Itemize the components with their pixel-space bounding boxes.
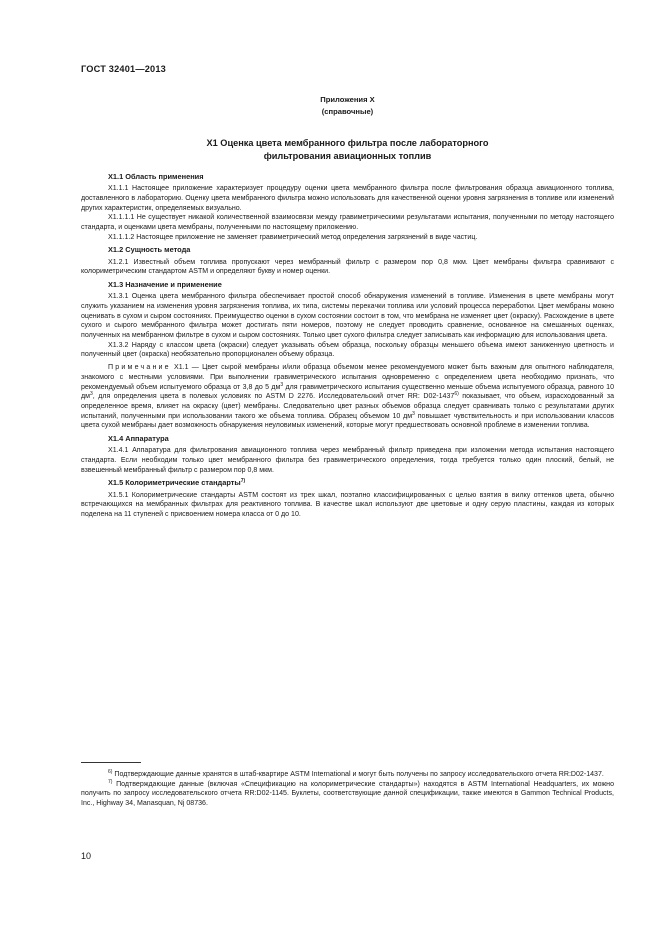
annex-title (81, 137, 614, 163)
section-heading-summary: X1.2 Сущность метода (108, 245, 191, 255)
annex-label: Приложения X (320, 95, 375, 104)
note-label: Примечание (108, 364, 171, 372)
section-heading-apparatus: X1.4 Аппаратура (108, 434, 169, 444)
document-body (81, 172, 614, 520)
document-id-header: ГОСТ 32401—2013 (81, 64, 166, 74)
section-heading-scope: X1.1 Область применения (108, 172, 204, 181)
note-x1-1: Примечание X1.1 — Цвет сырой мембраны и/или образца объемом менее рекомендуемого может быть важным для опытного наблюдателя, знакомого с местными условиями. При выполнении гравиметрического испытания одновременно с определением цвета необходимо признать, что рекомендуемый объем испытуемого образца от 3,8 до 5 $дм^3$ для гравиметрического испытания существенно меньше объема испытуемого образца, равного 10 $дм^3$, для определения цвета в полевых условиях по ASTM D 2276. Исследовательский отчет RR: D02-1437$^{6)}$ показывает, что объем, израсходованный за определенное время, влияет на окраску (цвет) мембраны. Следовательно цвет разных объемов образца следует сравнивать только с результатами других испытаний, полученными при использовании такого же объема топлива. Образец объемом 10 $дм^3$ повышает чувствительность и при использовании классов цвета сухой мембраны дает возможность обнаружения неуловимых изменений, которые могут предшествовать основной проблеме в изменении топлива. (81, 364, 614, 430)
paragraph-x1-4-1: X1.4.1 Аппаратура для фильтрования авиационного топлива через мембранный фильтр приведена при изложении метода испытания настоящего стандарта. Если необходим только цвет мембранного фильтра без гравиметрического определения, тогда требуется только один плоский, белый, не взвешенный мембранный фильтр с размером пор 0,8 мкм. (81, 447, 614, 474)
footnote-7: $^{7)}$ Подтверждающие данные (включая «Спецификацию на колориметрические стандарты») находятся в ASTM International Headquarters, их можно получить по запросу исследовательского отчета RR:D02-1145. Буклеты, соответствующие данной спецификации, также имеются в Gammon Technical Products, Inc., Highway 34, Manasquan, Nj 08736. (81, 778, 614, 808)
paragraph-x1-1-1: X1.1.1 Настоящее приложение характеризует процедуру оценки цвета мембранного фильтра после фильтрования образца авиационного топлива, доставленного в лабораторию. Оценку цвета мембранного фильтра можно использовать для качественной оценки уровня загрязнения в топливе или изменений других характеристик, определяемых визуально. (81, 185, 614, 212)
paragraph-x1-1-1-2: X1.1.1.2 Настоящее приложение не заменяет гравиметрический метод определения загрязнений в виде частиц. (108, 233, 478, 241)
section-heading-colorimetric-standards: X1.5 Колориметрические стандарты$^{7)}$ (108, 478, 246, 488)
paragraph-x1-5-1: X1.5.1 Колориметрические стандарты ASTM состоят из трех шкал, поэтапно классифицированных с целью взятия в вилку оттенков цвета, обычно встречающихся на мембранных фильтрах для реактивного топлива. В качестве шкал используют две цветовые и одну серую пластины, каждая из которых поделена на 11 ступеней с присвоением номера класса от 0 до 10. (81, 491, 614, 518)
paragraph-x1-1-1-1: X1.1.1.1 Не существует никакой количественной взаимосвязи между гравиметрическими результатами испытания, полученными по методу настоящего стандарта, и оценками цвета мембраны, полученными по настоящему приложению. (81, 214, 614, 232)
footnote-ref-6[interactable]: 6) (454, 391, 459, 398)
footnotes (81, 770, 614, 809)
annex-title-line2: фильтрования авиационных топлив (263, 151, 432, 161)
footnote-6: $^{6)}$ Подтверждающие данные хранятся в штаб-квартире ASTM International и могут быть получены по запросу исследовательского отчета RR:D02-1437. (108, 769, 604, 778)
paragraph-x1-3-2: X1.3.2 Наряду с классом цвета (окраски) следует указывать объем образца, поскольку образцы меньшего объема имеют заниженную цветность и полученный цвет (окраска) необязательно пропорционален объему образца. (81, 341, 614, 359)
paragraph-x1-3-1: X1.3.1 Оценка цвета мембранного фильтра обеспечивает простой способ обнаружения изменений в топливе. Изменения в цвете мембраны могут служить указанием на изменения уровня загрязнения топлива, их типа, системы перекачки топлива или условий процесса переработки. Цвет мембраны можно оценивать в сухом и сыром состояниях. Преимущество оценки в сухом состоянии состоит в том, что мембрана не изменяет цвет (окраску). Расхождение в цвете сухого и сырого мембранного фильтра может достигать пяти номеров, поэтому не следует проводить сравнение, основанное на смешанных оценках, полученных на мембранном фильтре в сухом и сыром состояниях. Только цвет сухого фильтра следует записывать как информацию для использования цвета. (81, 293, 614, 340)
annex-note: (справочные) (321, 107, 374, 116)
paragraph-x1-2-1: X1.2.1 Известный объем топлива пропускают через мембранный фильтр с размером пор 0,8 мкм. Цвет мембраны фильтра сравнивают с колориметрическим стандартом ASTM и определяют букву и номер оценки. (81, 258, 614, 276)
footnote-divider (81, 762, 141, 763)
annex-title-line1: X1 Оценка цвета мембранного фильтра после лабораторного (206, 138, 489, 148)
page-number: 10 (81, 851, 92, 861)
footnote-ref-7[interactable]: 7) (240, 478, 246, 485)
section-heading-significance: X1.3 Назначение и применение (108, 280, 222, 290)
